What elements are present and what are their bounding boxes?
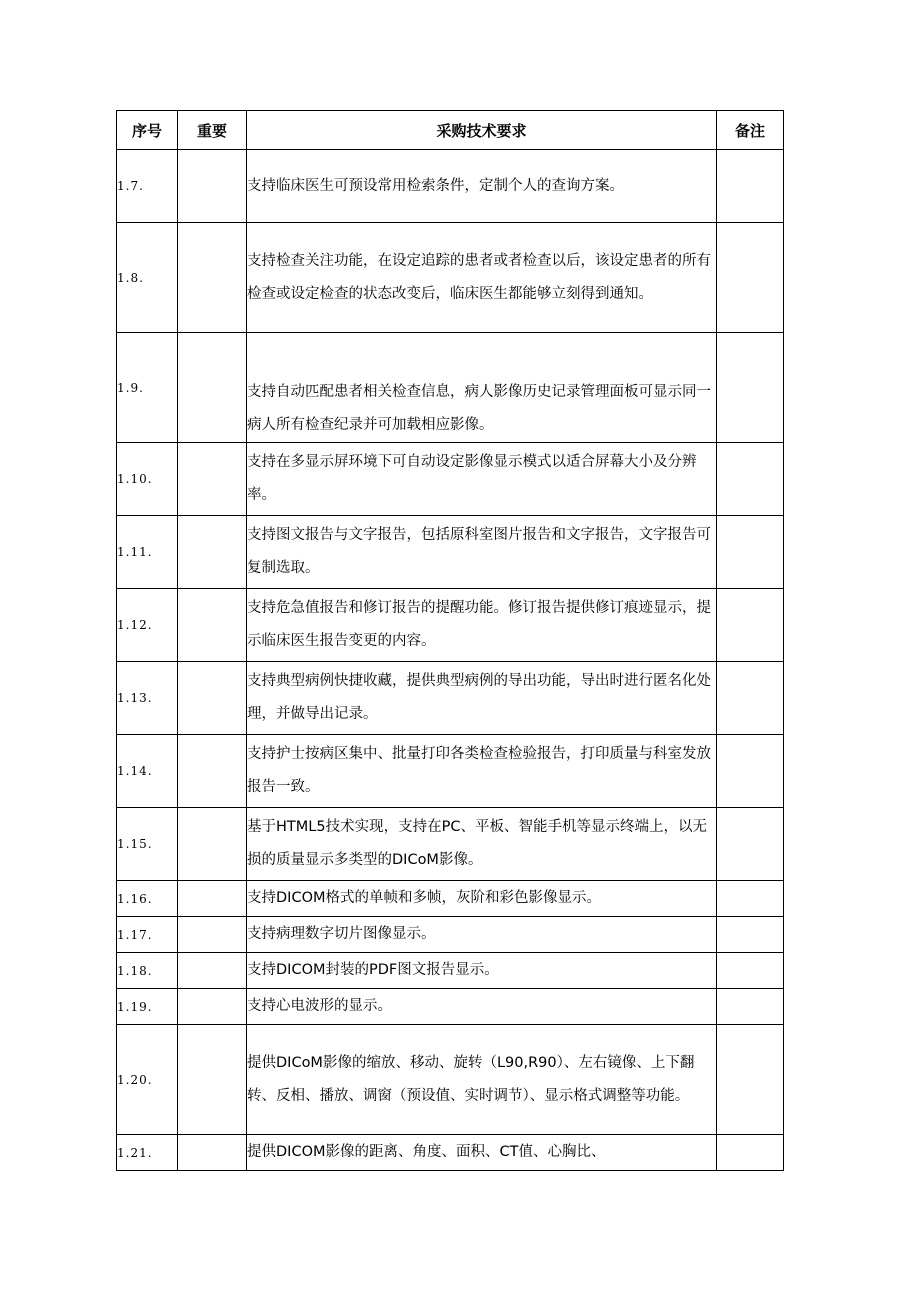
table-row (117, 917, 784, 953)
importance-cell (178, 953, 247, 989)
row-number: 1.8. (117, 223, 178, 333)
importance-cell (178, 808, 247, 881)
table-row (117, 589, 784, 662)
requirements-table (116, 110, 784, 1171)
requirement-text: 支持心电波形的显示。 (247, 989, 717, 1025)
requirement-text: 支持DICOM封装的PDF图文报告显示。 (247, 953, 717, 989)
table-row (117, 333, 784, 443)
importance-cell (178, 589, 247, 662)
remark-cell (717, 443, 784, 516)
remark-cell (717, 150, 784, 223)
requirement-text: 支持病理数字切片图像显示。 (247, 917, 717, 953)
table-row (117, 662, 784, 735)
requirement-text: 支持临床医生可预设常用检索条件，定制个人的查询方案。 (247, 150, 717, 223)
requirement-text: 基于HTML5技术实现，支持在PC、平板、智能手机等显示终端上，以无损的质量显示多类型的DICoM影像。 (247, 808, 717, 881)
row-number: 1.15. (117, 808, 178, 881)
importance-cell (178, 989, 247, 1025)
row-number: 1.20. (117, 1025, 178, 1135)
table-row (117, 881, 784, 917)
remark-cell (717, 662, 784, 735)
table-row (117, 989, 784, 1025)
requirement-text: 支持典型病例快捷收藏，提供典型病例的导出功能，导出时进行匿名化处理，并做导出记录。 (247, 662, 717, 735)
row-number: 1.11. (117, 516, 178, 589)
requirement-text: 支持危急值报告和修订报告的提醒功能。修订报告提供修订痕迹显示，提示临床医生报告变更的内容。 (247, 589, 717, 662)
table-row (117, 1135, 784, 1171)
remark-cell (717, 1025, 784, 1135)
requirement-text: 提供DICoM影像的缩放、移动、旋转（L90,R90）、左右镜像、上下翻转、反相、播放、调窗（预设值、实时调节）、显示格式调整等功能。 (247, 1025, 717, 1135)
remark-cell (717, 808, 784, 881)
importance-cell (178, 735, 247, 808)
importance-cell (178, 881, 247, 917)
table-row (117, 150, 784, 223)
row-number: 1.18. (117, 953, 178, 989)
table-row (117, 808, 784, 881)
requirement-text: 支持图文报告与文字报告，包括原科室图片报告和文字报告，文字报告可复制选取。 (247, 516, 717, 589)
row-number: 1.14. (117, 735, 178, 808)
header-importance: 重要 (178, 111, 247, 150)
importance-cell (178, 662, 247, 735)
requirement-text: 支持在多显示屏环境下可自动设定影像显示模式以适合屏幕大小及分辨率。 (247, 443, 717, 516)
row-number: 1.7. (117, 150, 178, 223)
header-requirement: 采购技术要求 (247, 111, 717, 150)
importance-cell (178, 516, 247, 589)
importance-cell (178, 223, 247, 333)
requirement-text: 支持检查关注功能，在设定追踪的患者或者检查以后，该设定患者的所有检查或设定检查的状态改变后，临床医生都能够立刻得到通知。 (247, 223, 717, 333)
table-row (117, 1025, 784, 1135)
remark-cell (717, 516, 784, 589)
row-number: 1.16. (117, 881, 178, 917)
row-number: 1.12. (117, 589, 178, 662)
remark-cell (717, 917, 784, 953)
remark-cell (717, 735, 784, 808)
importance-cell (178, 917, 247, 953)
row-number: 1.9. (117, 333, 178, 443)
importance-cell (178, 1135, 247, 1171)
row-number: 1.13. (117, 662, 178, 735)
table-header-row (117, 111, 784, 150)
requirement-text: 支持护士按病区集中、批量打印各类检查检验报告，打印质量与科室发放报告一致。 (247, 735, 717, 808)
remark-cell (717, 989, 784, 1025)
requirement-text: 支持自动匹配患者相关检查信息，病人影像历史记录管理面板可显示同一病人所有检查纪录并可加载相应影像。 (247, 333, 717, 443)
requirement-text: 支持DICOM格式的单帧和多帧，灰阶和彩色影像显示。 (247, 881, 717, 917)
table-row (117, 735, 784, 808)
remark-cell (717, 223, 784, 333)
table-row (117, 953, 784, 989)
table-row (117, 223, 784, 333)
importance-cell (178, 150, 247, 223)
remark-cell (717, 1135, 784, 1171)
header-remark: 备注 (717, 111, 784, 150)
remark-cell (717, 881, 784, 917)
row-number: 1.21. (117, 1135, 178, 1171)
row-number: 1.17. (117, 917, 178, 953)
table-row (117, 516, 784, 589)
requirement-text: 提供DICOM影像的距离、角度、面积、CT值、心胸比、 (247, 1135, 717, 1171)
remark-cell (717, 333, 784, 443)
importance-cell (178, 443, 247, 516)
remark-cell (717, 953, 784, 989)
table-row (117, 443, 784, 516)
header-index: 序号 (117, 111, 178, 150)
importance-cell (178, 333, 247, 443)
row-number: 1.10. (117, 443, 178, 516)
remark-cell (717, 589, 784, 662)
importance-cell (178, 1025, 247, 1135)
row-number: 1.19. (117, 989, 178, 1025)
